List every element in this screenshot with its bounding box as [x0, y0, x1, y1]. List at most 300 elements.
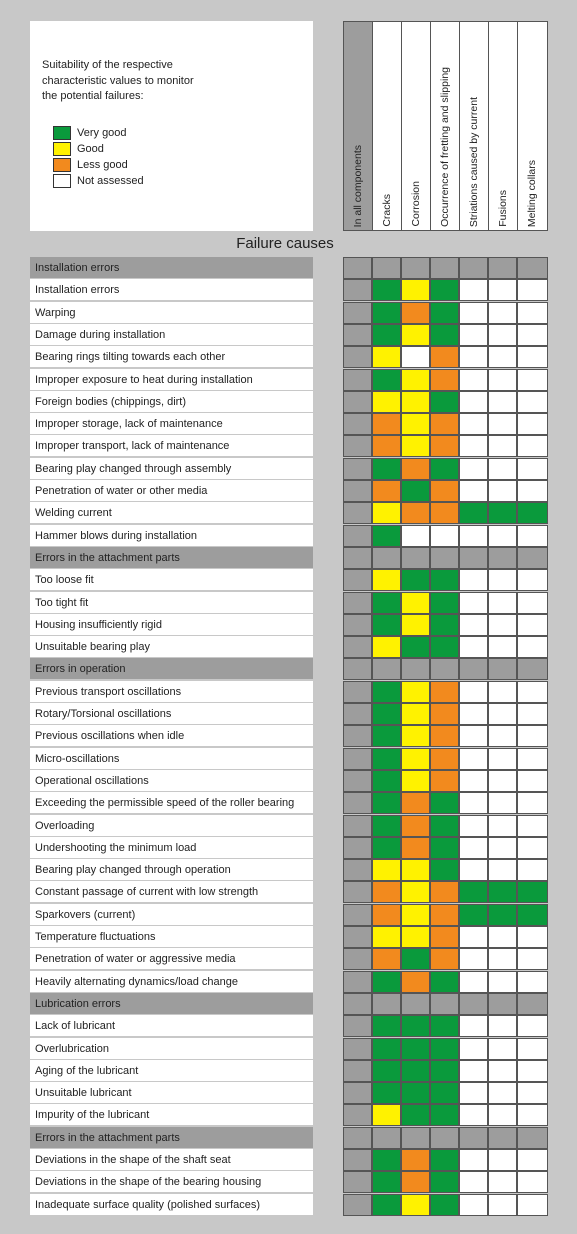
section-cell [401, 658, 430, 680]
rating-cell [517, 391, 548, 413]
rating-cell [401, 369, 430, 391]
rating-cell [401, 435, 430, 457]
rating-cell [343, 569, 372, 591]
rating-cell [517, 837, 548, 859]
rating-cell [430, 1082, 459, 1104]
row-label: Bearing rings tilting towards each other [30, 346, 313, 368]
rating-cell [401, 1038, 430, 1060]
row-label: Hammer blows during installation [30, 525, 313, 547]
section-cell [459, 1127, 488, 1149]
row-label: Deviations in the shape of the bearing housing [30, 1171, 313, 1193]
rating-cell [517, 1171, 548, 1193]
rating-cell [488, 792, 517, 814]
rating-cell [343, 279, 372, 301]
rating-cell [488, 1194, 517, 1216]
rating-cell [401, 837, 430, 859]
rating-cell [517, 435, 548, 457]
rating-cell [517, 926, 548, 948]
rating-cell [430, 302, 459, 324]
section-cell [430, 1127, 459, 1149]
rating-cell [430, 1060, 459, 1082]
row-label: Welding current [30, 502, 313, 524]
rating-cell [401, 346, 430, 368]
column-header-all-components [343, 21, 372, 231]
rating-cell [430, 525, 459, 547]
rating-cell [343, 837, 372, 859]
rating-cell [343, 502, 372, 524]
legend-label: Less good [77, 159, 128, 171]
rating-cell [401, 1149, 430, 1171]
rating-cell [343, 748, 372, 770]
rating-cell [517, 569, 548, 591]
section-cell [343, 547, 372, 569]
rating-cell [517, 413, 548, 435]
rating-cell [401, 770, 430, 792]
rating-cell [372, 725, 401, 747]
rating-cell [343, 413, 372, 435]
section-cell [372, 993, 401, 1015]
rating-cell [488, 748, 517, 770]
rating-cell [517, 1104, 548, 1126]
row-label: Improper storage, lack of maintenance [30, 413, 313, 435]
rating-cell [401, 1104, 430, 1126]
rating-cell [401, 748, 430, 770]
rating-cell [430, 435, 459, 457]
rating-cell [488, 1060, 517, 1082]
rating-cell [343, 703, 372, 725]
rating-cell [430, 703, 459, 725]
rating-cell [517, 948, 548, 970]
legend-title: Suitability of the respective characteristic values to monitor the potential failures: [42, 59, 194, 102]
rating-cell [401, 525, 430, 547]
section-cell [430, 658, 459, 680]
rating-cell [488, 480, 517, 502]
rating-cell [459, 369, 488, 391]
rating-cell [401, 636, 430, 658]
column-header-label: Corrosion [410, 181, 422, 227]
rating-cell [372, 948, 401, 970]
row-label: Temperature fluctuations [30, 926, 313, 948]
rating-cell [430, 1015, 459, 1037]
rating-cell [488, 948, 517, 970]
row-label: Unsuitable bearing play [30, 636, 313, 658]
rating-cell [430, 324, 459, 346]
row-label: Heavily alternating dynamics/load change [30, 971, 313, 993]
rating-cell [401, 792, 430, 814]
rating-cell [372, 681, 401, 703]
section-cell [372, 1127, 401, 1149]
rating-cell [430, 859, 459, 881]
section-header: Errors in the attachment parts [30, 547, 313, 569]
section-cell [488, 257, 517, 279]
row-label: Penetration of water or aggressive media [30, 948, 313, 970]
rating-cell [401, 1015, 430, 1037]
rating-cell [430, 948, 459, 970]
rating-cell [517, 859, 548, 881]
rating-cell [343, 636, 372, 658]
rating-cell [488, 525, 517, 547]
rating-cell [430, 458, 459, 480]
section-cell [459, 257, 488, 279]
rating-cell [372, 859, 401, 881]
rating-cell [343, 1038, 372, 1060]
rating-cell [343, 592, 372, 614]
rating-cell [401, 324, 430, 346]
rating-cell [517, 770, 548, 792]
column-header-cracks [372, 21, 401, 231]
rating-cell [343, 1015, 372, 1037]
rating-cell [401, 391, 430, 413]
rating-cell [488, 1149, 517, 1171]
rating-cell [459, 748, 488, 770]
rating-cell [459, 592, 488, 614]
rating-cell [401, 904, 430, 926]
rating-cell [430, 1194, 459, 1216]
row-label: Bearing play changed through operation [30, 859, 313, 881]
rating-cell [430, 748, 459, 770]
rating-cell [459, 1149, 488, 1171]
rating-cell [372, 614, 401, 636]
rating-cell [343, 1194, 372, 1216]
row-label: Inadequate surface quality (polished surfaces) [30, 1194, 313, 1216]
rating-cell [517, 1194, 548, 1216]
row-label: Previous transport oscillations [30, 681, 313, 703]
rating-cell [488, 1104, 517, 1126]
rating-cell [343, 1060, 372, 1082]
rating-cell [430, 502, 459, 524]
rating-cell [488, 837, 517, 859]
rating-cell [488, 502, 517, 524]
rating-cell [517, 725, 548, 747]
rating-cell [459, 770, 488, 792]
rating-cell [401, 815, 430, 837]
rating-cell [459, 703, 488, 725]
row-label: Installation errors [30, 279, 313, 301]
column-header-label: Cracks [381, 194, 393, 227]
row-label: Improper transport, lack of maintenance [30, 435, 313, 457]
rating-cell [488, 1171, 517, 1193]
column-header-label: Fusions [497, 190, 509, 227]
row-label: Improper exposure to heat during installation [30, 369, 313, 391]
rating-cell [459, 837, 488, 859]
rating-cell [517, 1149, 548, 1171]
row-label: Deviations in the shape of the shaft seat [30, 1149, 313, 1171]
rating-cell [517, 904, 548, 926]
column-header-label: Melting collars [526, 159, 538, 227]
rating-cell [488, 1015, 517, 1037]
rating-cell [343, 480, 372, 502]
rating-cell [517, 346, 548, 368]
rating-cell [459, 859, 488, 881]
rating-cell [517, 525, 548, 547]
section-cell [401, 993, 430, 1015]
rating-cell [401, 569, 430, 591]
rating-cell [401, 1060, 430, 1082]
rating-cell [430, 770, 459, 792]
rating-cell [430, 1149, 459, 1171]
rating-cell [488, 1082, 517, 1104]
rating-cell [517, 681, 548, 703]
rating-cell [343, 525, 372, 547]
rating-cell [459, 302, 488, 324]
section-cell [488, 1127, 517, 1149]
rating-cell [459, 1171, 488, 1193]
section-cell [401, 1127, 430, 1149]
rating-cell [401, 948, 430, 970]
rating-cell [343, 725, 372, 747]
row-label: Undershooting the minimum load [30, 837, 313, 859]
rating-cell [401, 502, 430, 524]
rating-cell [372, 636, 401, 658]
rating-cell [401, 681, 430, 703]
section-header: Lubrication errors [30, 993, 313, 1015]
rating-cell [372, 413, 401, 435]
rating-cell [459, 636, 488, 658]
row-label: Warping [30, 302, 313, 324]
row-label: Too tight fit [30, 592, 313, 614]
rating-cell [343, 302, 372, 324]
rating-cell [488, 458, 517, 480]
rating-cell [459, 391, 488, 413]
legend-swatch [53, 142, 71, 156]
rating-cell [343, 815, 372, 837]
rating-cell [372, 1104, 401, 1126]
rating-cell [372, 346, 401, 368]
rating-cell [430, 369, 459, 391]
section-cell [343, 658, 372, 680]
rating-cell [343, 971, 372, 993]
rating-cell [488, 703, 517, 725]
rating-cell [488, 926, 517, 948]
section-cell [517, 658, 548, 680]
section-cell [517, 993, 548, 1015]
legend-swatch [53, 158, 71, 172]
rating-cell [488, 636, 517, 658]
row-label: Penetration of water or other media [30, 480, 313, 502]
rating-cell [343, 458, 372, 480]
rating-cell [372, 502, 401, 524]
section-cell [343, 257, 372, 279]
rating-cell [430, 391, 459, 413]
column-header-fretting [430, 21, 459, 231]
rating-cell [517, 502, 548, 524]
rating-cell [517, 369, 548, 391]
rating-cell [372, 1038, 401, 1060]
section-cell [372, 547, 401, 569]
rating-cell [459, 279, 488, 301]
rating-cell [430, 725, 459, 747]
rating-cell [343, 904, 372, 926]
rating-cell [430, 971, 459, 993]
rating-cell [343, 859, 372, 881]
rating-cell [430, 837, 459, 859]
rating-cell [430, 636, 459, 658]
column-header-label: In all components [352, 144, 364, 227]
legend-label: Not assessed [77, 175, 144, 187]
section-cell [488, 993, 517, 1015]
rating-cell [430, 1171, 459, 1193]
rating-cell [459, 725, 488, 747]
rating-cell [459, 681, 488, 703]
legend-label: Good [77, 143, 104, 155]
rating-cell [372, 837, 401, 859]
rating-cell [488, 725, 517, 747]
section-cell [430, 547, 459, 569]
section-cell [372, 658, 401, 680]
rating-cell [343, 792, 372, 814]
rating-cell [517, 279, 548, 301]
section-cell [459, 658, 488, 680]
row-label: Overloading [30, 815, 313, 837]
rating-cell [517, 1082, 548, 1104]
rating-cell [372, 324, 401, 346]
row-label: Micro-oscillations [30, 748, 313, 770]
rating-cell [430, 279, 459, 301]
row-label: Previous oscillations when idle [30, 725, 313, 747]
rating-cell [343, 1104, 372, 1126]
legend-swatch [53, 126, 71, 140]
table-title: Failure causes [236, 235, 334, 252]
rating-cell [488, 904, 517, 926]
rating-cell [488, 413, 517, 435]
rating-cell [488, 770, 517, 792]
row-label: Damage during installation [30, 324, 313, 346]
rating-cell [401, 413, 430, 435]
rating-cell [488, 369, 517, 391]
rating-cell [401, 703, 430, 725]
rating-cell [517, 971, 548, 993]
rating-cell [488, 681, 517, 703]
rating-cell [430, 569, 459, 591]
rating-cell [488, 279, 517, 301]
section-cell [488, 658, 517, 680]
rating-cell [430, 904, 459, 926]
row-label: Operational oscillations [30, 770, 313, 792]
rating-cell [430, 926, 459, 948]
rating-cell [459, 926, 488, 948]
rating-cell [372, 926, 401, 948]
rating-cell [459, 881, 488, 903]
legend-label: Very good [77, 127, 127, 139]
row-label: Bearing play changed through assembly [30, 458, 313, 480]
row-label: Unsuitable lubricant [30, 1082, 313, 1104]
rating-cell [459, 1038, 488, 1060]
rating-cell [343, 614, 372, 636]
section-cell [517, 1127, 548, 1149]
rating-cell [372, 435, 401, 457]
section-cell [401, 547, 430, 569]
rating-cell [459, 1060, 488, 1082]
rating-cell [343, 346, 372, 368]
rating-cell [372, 1015, 401, 1037]
row-label: Sparkovers (current) [30, 904, 313, 926]
rating-cell [372, 1171, 401, 1193]
rating-cell [517, 703, 548, 725]
rating-cell [401, 302, 430, 324]
column-header-fusions [488, 21, 517, 231]
row-label: Lack of lubricant [30, 1015, 313, 1037]
rating-cell [401, 480, 430, 502]
rating-cell [459, 435, 488, 457]
rating-cell [488, 1038, 517, 1060]
rating-cell [401, 1194, 430, 1216]
row-label: Housing insufficiently rigid [30, 614, 313, 636]
rating-cell [401, 592, 430, 614]
rating-cell [459, 792, 488, 814]
rating-cell [517, 815, 548, 837]
rating-cell [343, 324, 372, 346]
rating-cell [430, 346, 459, 368]
row-label: Aging of the lubricant [30, 1060, 313, 1082]
rating-cell [517, 1060, 548, 1082]
rating-cell [517, 458, 548, 480]
rating-cell [401, 1082, 430, 1104]
section-cell [459, 993, 488, 1015]
rating-cell [343, 391, 372, 413]
rating-cell [401, 279, 430, 301]
legend-swatch [53, 174, 71, 188]
rating-cell [459, 904, 488, 926]
section-header: Errors in operation [30, 658, 313, 680]
rating-cell [430, 413, 459, 435]
section-cell [517, 257, 548, 279]
rating-cell [459, 502, 488, 524]
column-header-corrosion [401, 21, 430, 231]
section-cell [430, 993, 459, 1015]
section-cell [401, 257, 430, 279]
rating-cell [488, 569, 517, 591]
rating-cell [372, 748, 401, 770]
rating-cell [430, 881, 459, 903]
rating-cell [488, 346, 517, 368]
rating-cell [401, 458, 430, 480]
rating-cell [430, 480, 459, 502]
rating-cell [343, 1082, 372, 1104]
column-header-melting-collars [517, 21, 548, 231]
row-label: Exceeding the permissible speed of the roller bearing [30, 792, 313, 814]
rating-cell [459, 525, 488, 547]
rating-cell [517, 636, 548, 658]
section-cell [343, 993, 372, 1015]
rating-cell [372, 569, 401, 591]
rating-cell [372, 279, 401, 301]
rating-cell [459, 324, 488, 346]
rating-cell [343, 1171, 372, 1193]
section-cell [372, 257, 401, 279]
rating-cell [372, 971, 401, 993]
rating-cell [372, 592, 401, 614]
rating-cell [459, 614, 488, 636]
rating-cell [488, 881, 517, 903]
row-label: Too loose fit [30, 569, 313, 591]
rating-cell [343, 435, 372, 457]
rating-cell [517, 302, 548, 324]
column-header-striations [459, 21, 488, 231]
rating-cell [343, 926, 372, 948]
rating-cell [459, 1082, 488, 1104]
rating-cell [517, 592, 548, 614]
rating-cell [430, 614, 459, 636]
rating-cell [372, 770, 401, 792]
rating-cell [343, 681, 372, 703]
rating-cell [401, 971, 430, 993]
rating-cell [372, 881, 401, 903]
rating-cell [430, 681, 459, 703]
rating-cell [372, 391, 401, 413]
rating-cell [517, 881, 548, 903]
column-header-label: Striations caused by current [468, 96, 480, 227]
rating-cell [488, 435, 517, 457]
